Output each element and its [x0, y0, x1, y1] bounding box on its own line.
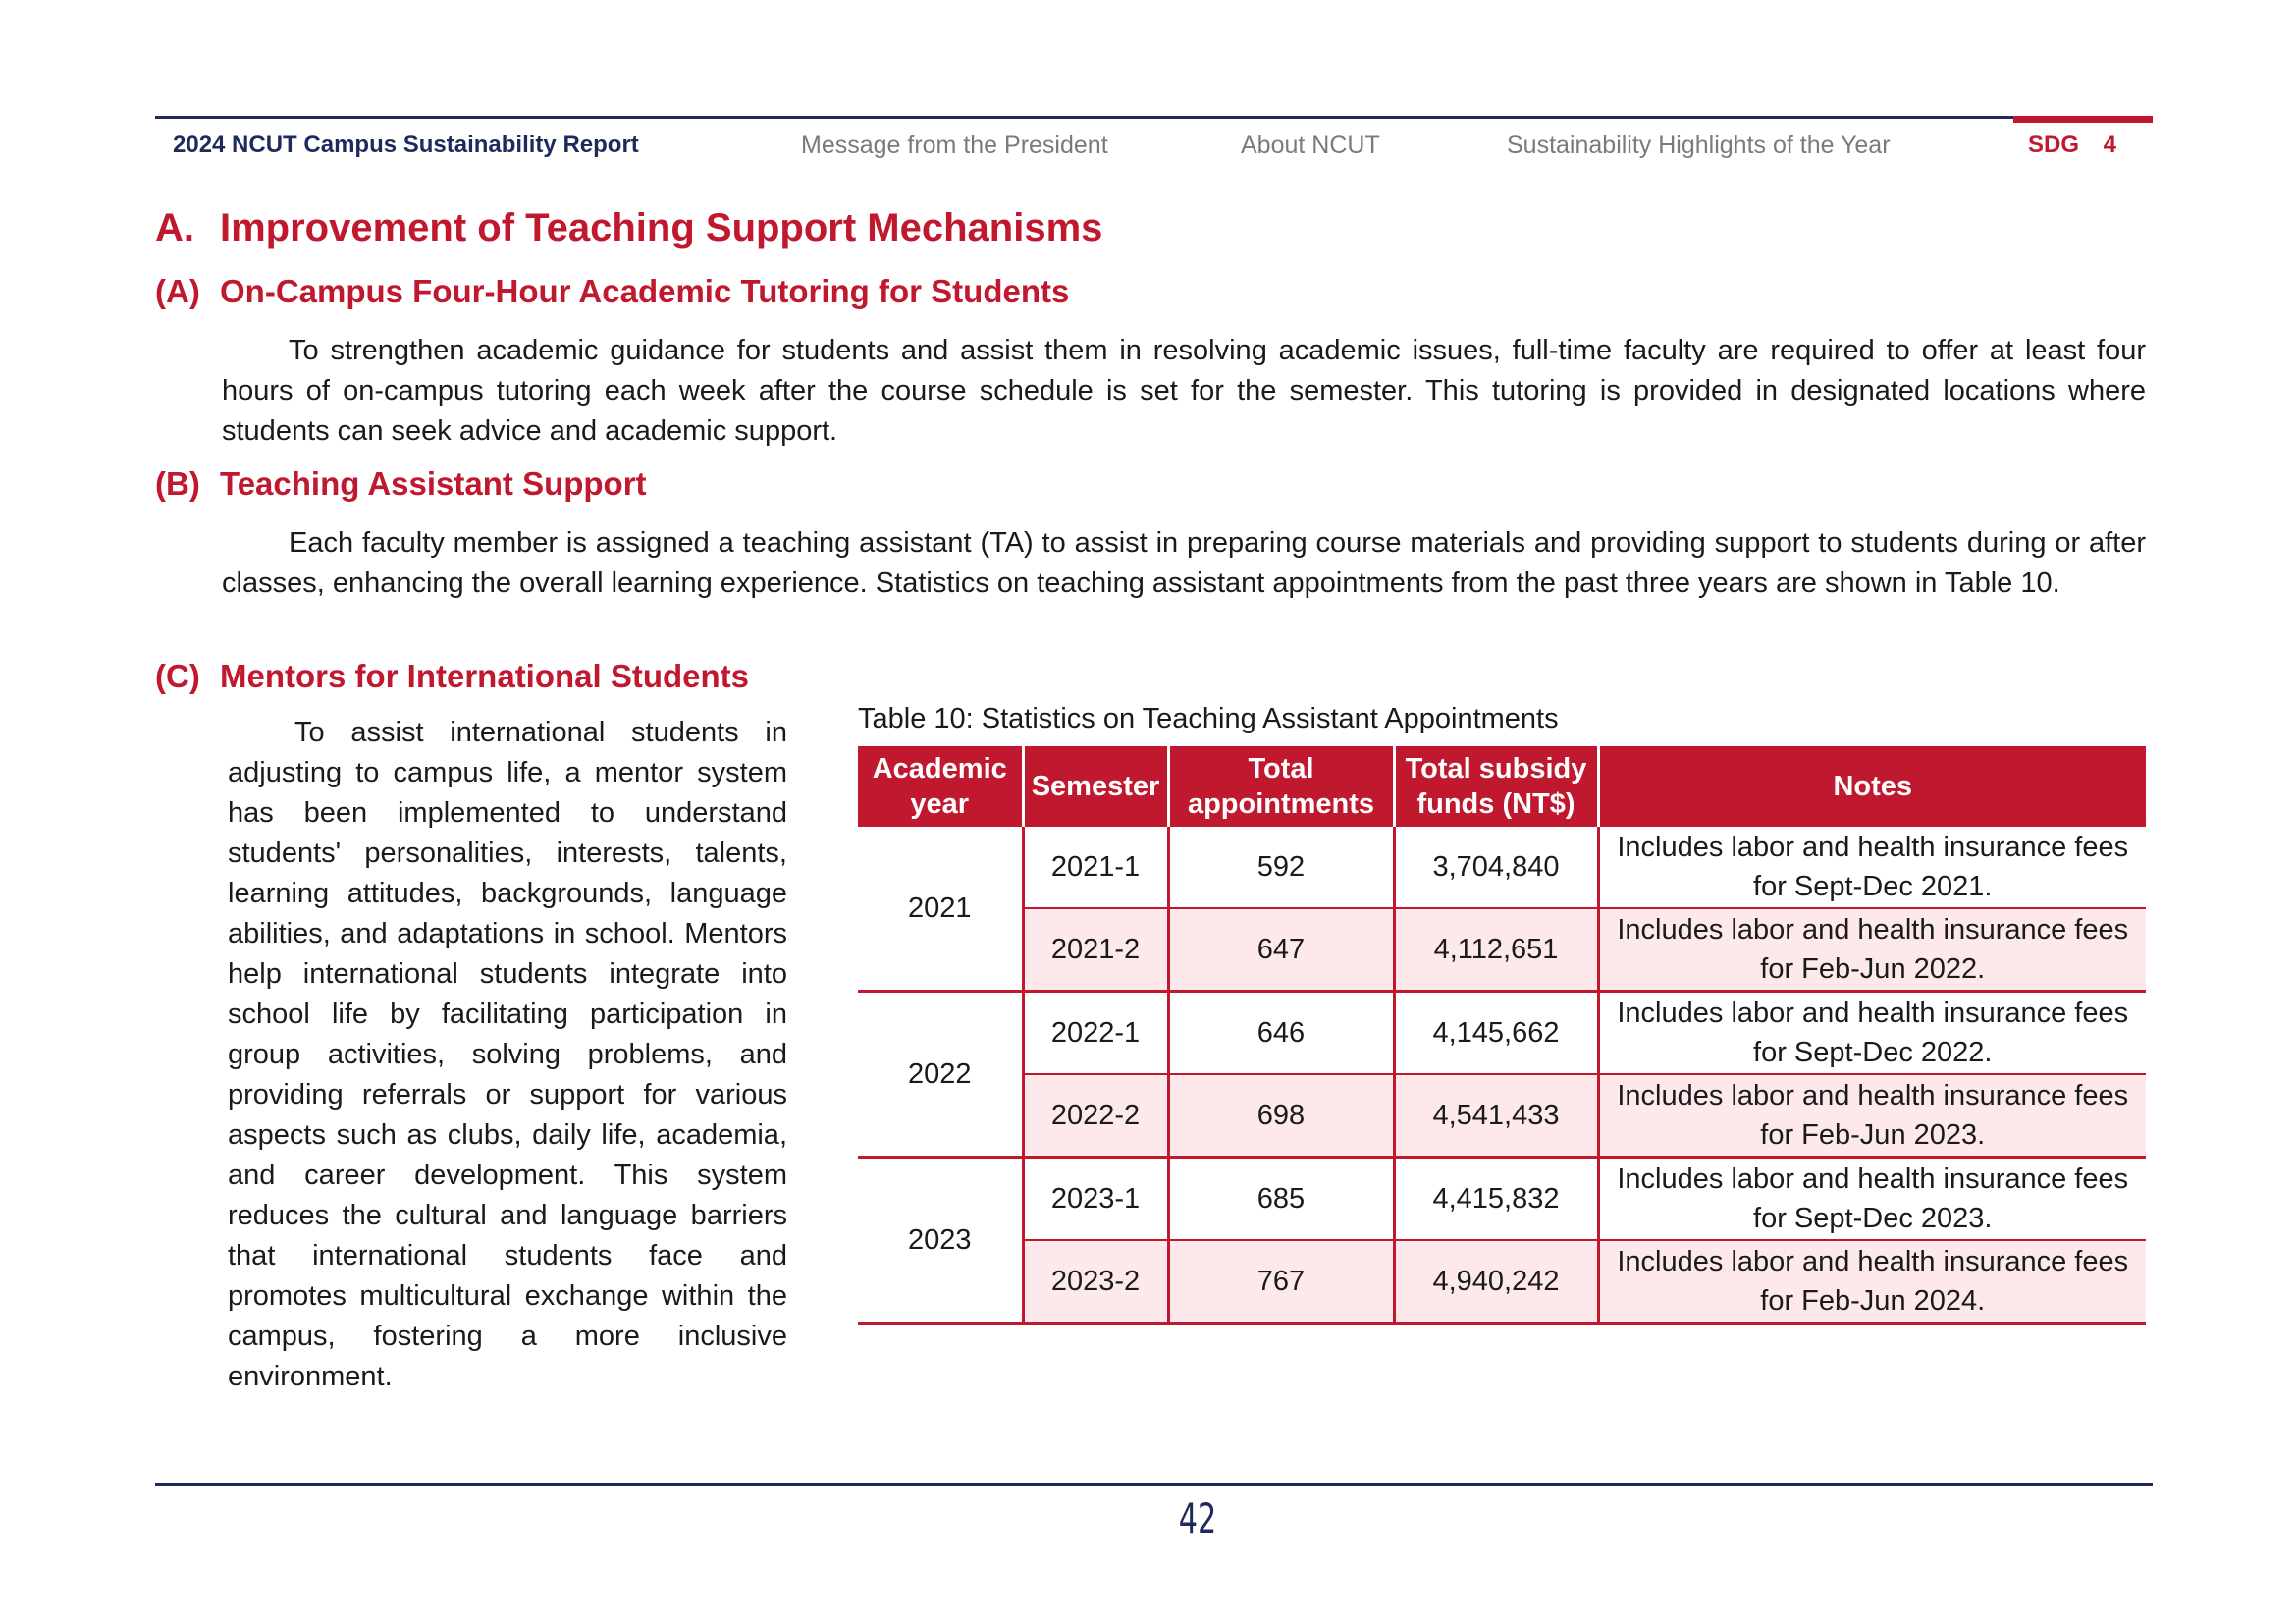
- cell-notes: Includes labor and health insurance fees for Feb-Jun 2023.: [1598, 1074, 2146, 1158]
- subsection-number: (B): [155, 465, 200, 502]
- tutoring-paragraph: To strengthen academic guidance for students and assist them in resolving academic issues, full-time faculty are required to offer at least four hours of on-campus tutoring each week after the course schedule is set for the semester. This tutoring is provided in designated locations where students can seek advice and academic support.: [222, 335, 2146, 447]
- cell-notes: Includes labor and health insurance fees for Sept-Dec 2022.: [1598, 992, 2146, 1075]
- ta-statistics-table: [858, 746, 2146, 1325]
- table-row: [858, 827, 2146, 908]
- cell-semester: 2021-1: [1023, 827, 1168, 908]
- header-academic-year: Academic year: [858, 746, 1023, 827]
- cell-semester: 2021-2: [1023, 908, 1168, 992]
- table-header-row: [858, 746, 2146, 827]
- cell-semester: 2023-2: [1023, 1240, 1168, 1324]
- table-row: [858, 992, 2146, 1075]
- cell-appointments: 647: [1168, 908, 1394, 992]
- header-rule: [155, 116, 2014, 119]
- subsection-title: On-Campus Four-Hour Academic Tutoring for Students: [220, 273, 1070, 309]
- table-row: [858, 1158, 2146, 1241]
- cell-semester: 2022-1: [1023, 992, 1168, 1075]
- table-caption: Table 10: Statistics on Teaching Assistant Appointments: [858, 703, 1559, 734]
- subsection-heading-mentors: [155, 658, 749, 695]
- cell-academic-year: 2022: [858, 992, 1023, 1158]
- subsection-heading-tutoring: [155, 273, 1069, 310]
- ta-support-paragraph: Each faculty member is assigned a teaching assistant (TA) to assist in preparing course materials and providing support to students during or after classes, enhancing the overall learning experience. Statistics on teaching assistant appointments from the past three years are shown in Table 10.: [222, 527, 2146, 599]
- subsection-number: (A): [155, 273, 200, 309]
- cell-notes: Includes labor and health insurance fees for Feb-Jun 2024.: [1598, 1240, 2146, 1324]
- section-heading-a: [155, 206, 1102, 250]
- cell-appointments: 767: [1168, 1240, 1394, 1324]
- cell-appointments: 698: [1168, 1074, 1394, 1158]
- sdg-badge[interactable]: SDG 4: [2028, 132, 2117, 158]
- cell-funds: 4,541,433: [1394, 1074, 1598, 1158]
- subsection-title: Mentors for International Students: [220, 658, 750, 694]
- nav-link-sustainability-highlights[interactable]: Sustainability Highlights of the Year: [1507, 132, 1891, 159]
- cell-notes: Includes labor and health insurance fees for Feb-Jun 2022.: [1598, 908, 2146, 992]
- table-row: [858, 1240, 2146, 1324]
- cell-notes: Includes labor and health insurance fees for Sept-Dec 2023.: [1598, 1158, 2146, 1241]
- cell-appointments: 592: [1168, 827, 1394, 908]
- section-title: Improvement of Teaching Support Mechanisms: [220, 206, 1103, 249]
- footer-rule: [155, 1483, 2153, 1486]
- cell-notes: Includes labor and health insurance fees for Sept-Dec 2021.: [1598, 827, 2146, 908]
- subsection-number: (C): [155, 658, 200, 694]
- header-notes: Notes: [1598, 746, 2146, 827]
- report-title[interactable]: 2024 NCUT Campus Sustainability Report: [173, 132, 639, 158]
- mentors-paragraph: To assist international students in adjusting to campus life, a mentor system has been implemented to understand students' personalities, interests, talents, learning attitudes, backgrounds, language abilities, and adaptations in school. Mentors help international students integrate into school life by facilitating participation in group activities, solving problems, and providing referrals or support for various aspects such as clubs, daily life, academia, and career development. This system reduces the cultural and language barriers that international students face and promotes multicultural exchange within the campus, fostering a more inclusive environment.: [228, 717, 787, 1392]
- page-number: 42: [1178, 1494, 1217, 1543]
- section-number: A.: [155, 206, 194, 249]
- header-accent-bar: [2013, 116, 2153, 123]
- cell-academic-year: 2023: [858, 1158, 1023, 1324]
- cell-appointments: 685: [1168, 1158, 1394, 1241]
- cell-appointments: 646: [1168, 992, 1394, 1075]
- nav-link-president-message[interactable]: Message from the President: [801, 132, 1108, 159]
- cell-academic-year: 2021: [858, 827, 1023, 992]
- table-row: [858, 908, 2146, 992]
- cell-semester: 2023-1: [1023, 1158, 1168, 1241]
- cell-funds: 4,145,662: [1394, 992, 1598, 1075]
- cell-semester: 2022-2: [1023, 1074, 1168, 1158]
- cell-funds: 4,940,242: [1394, 1240, 1598, 1324]
- subsection-title: Teaching Assistant Support: [220, 465, 647, 502]
- header-semester: Semester: [1023, 746, 1168, 827]
- subsection-heading-ta-support: [155, 465, 647, 503]
- header-total-appointments: Total appointments: [1168, 746, 1394, 827]
- table-row: [858, 1074, 2146, 1158]
- nav-link-about-ncut[interactable]: About NCUT: [1241, 132, 1380, 159]
- cell-funds: 4,112,651: [1394, 908, 1598, 992]
- cell-funds: 4,415,832: [1394, 1158, 1598, 1241]
- header-total-subsidy-funds: Total subsidy funds (NT$): [1394, 746, 1598, 827]
- cell-funds: 3,704,840: [1394, 827, 1598, 908]
